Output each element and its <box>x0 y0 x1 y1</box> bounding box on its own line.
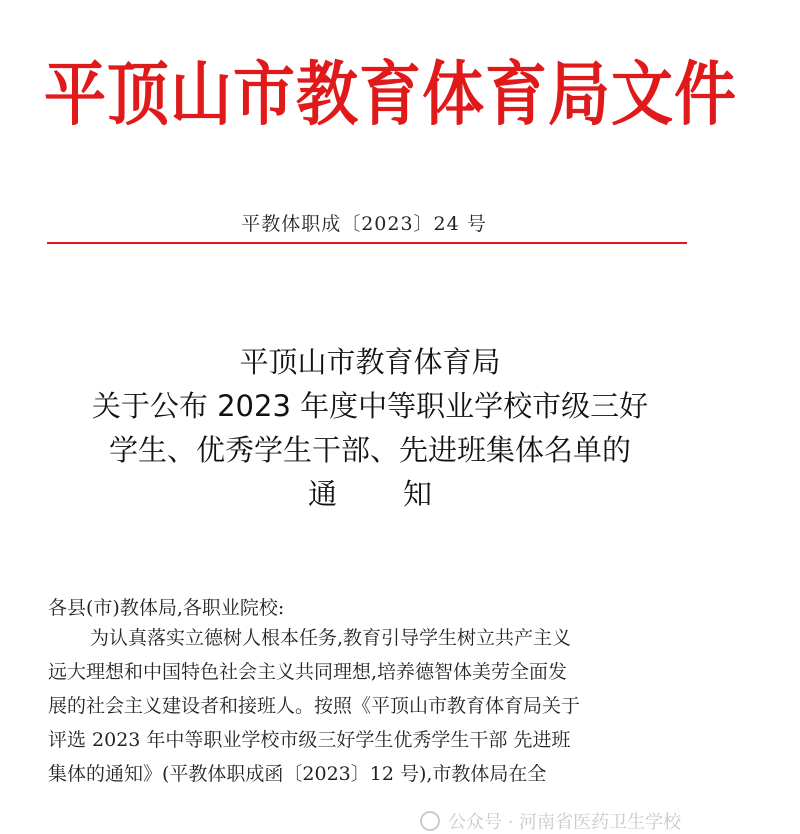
title-line-subject-2: 学生、优秀学生干部、先进班集体名单的 <box>108 433 631 467</box>
body-paragraph <box>48 621 708 791</box>
salutation: 各县(市)教体局,各职业院校: <box>48 597 285 619</box>
title-line-issuer: 平顶山市教育体育局 <box>239 345 501 379</box>
body-line: 集体的通知》(平教体职成函〔2023〕12 号),市教体局在全 <box>48 763 547 785</box>
body-line: 展的社会主义建设者和接班人。按照《平顶山市教育体育局关于 <box>48 695 581 717</box>
red-divider-line <box>47 242 687 244</box>
body-line: 为认真落实立德树人根本任务,教育引导学生树立共产主义 <box>90 627 572 649</box>
source-watermark <box>420 808 681 834</box>
notice-title <box>40 340 700 516</box>
wechat-icon <box>420 811 440 831</box>
document-masthead: 平顶山市教育体育局文件 <box>44 52 738 135</box>
watermark-text: 公众号 · 河南省医药卫生学校 <box>448 812 682 833</box>
title-line-subject-1: 关于公布 2023 年度中等职业学校市级三好 <box>91 389 649 423</box>
title-line-notice: 通知 <box>307 477 498 511</box>
document-number: 平教体职成〔2023〕24 号 <box>241 213 487 235</box>
body-line: 评选 2023 年中等职业学校市级三好学生优秀学生干部 先进班 <box>48 729 571 751</box>
body-line: 远大理想和中国特色社会主义共同理想,培养德智体美劳全面发 <box>48 661 568 683</box>
